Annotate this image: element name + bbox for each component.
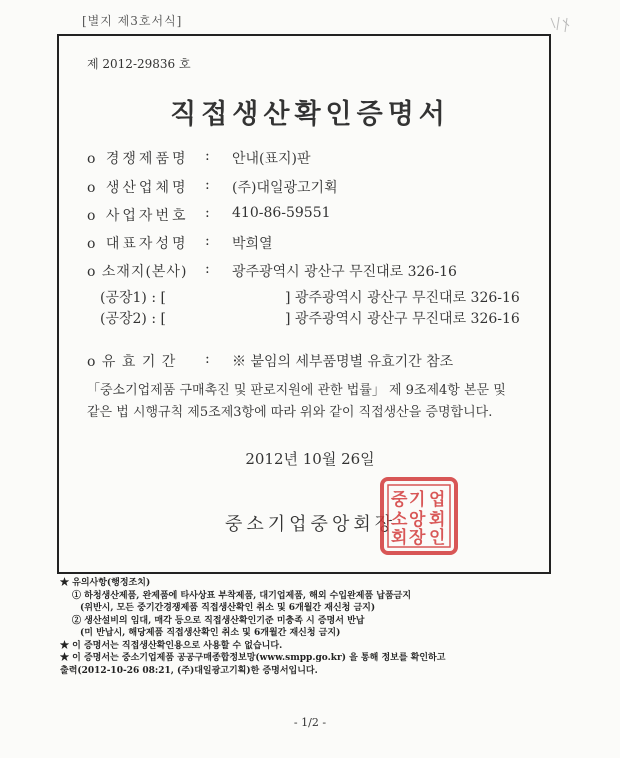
issuer-name: 중소기업중앙회장 bbox=[225, 514, 397, 535]
field-value: 박희열 bbox=[232, 236, 273, 252]
svg-text:장: 장 bbox=[409, 528, 426, 548]
notes-section bbox=[60, 577, 445, 677]
field-value: (주)대일광고기획 bbox=[232, 180, 338, 196]
field-label: ο 사업자번호 bbox=[87, 208, 189, 224]
field-value: 410-86-59551 bbox=[232, 205, 331, 221]
field-value: 안내(표지)판 bbox=[232, 151, 311, 167]
note-heading: ★ 유의사항(행정조치) bbox=[60, 578, 151, 588]
field-label: ο 경쟁제품명 bbox=[87, 151, 189, 167]
note-item: 출력(2012-10-26 08:21, (주)대일광고기획)한 증명서입니다. bbox=[60, 665, 318, 676]
document-title: 직접생산확인증명서 bbox=[170, 99, 450, 130]
field-label: ο 유 효 기 간 bbox=[87, 354, 177, 370]
field-colon: : bbox=[205, 351, 210, 367]
factory-address: ] 광주광역시 광산구 무진대로 326-16 bbox=[285, 290, 520, 306]
svg-text:업: 업 bbox=[429, 490, 446, 510]
field-colon: : bbox=[205, 261, 210, 277]
legal-line: 같은 법 시행규칙 제5조제3항에 따라 위와 같이 직접생산을 증명합니다. bbox=[87, 405, 493, 420]
svg-text:소: 소 bbox=[391, 510, 408, 530]
note-item: ★ 이 증명서는 중소기업제품 공공구매종합정보망(www.smpp.go.kr) 을 통해 정보를 확인하고 bbox=[60, 653, 446, 663]
factory-label: (공장2) : [ bbox=[100, 311, 166, 327]
field-colon: : bbox=[205, 233, 210, 249]
note-item: (미 반납시, 해당제품 직접생산확인 취소 및 6개월간 재신청 금지) bbox=[80, 628, 341, 638]
note-item: ★ 이 증명서는 직접생산확인용으로 사용할 수 없습니다. bbox=[60, 640, 283, 651]
field-label: ο 대표자성명 bbox=[87, 236, 189, 252]
legal-text bbox=[87, 380, 527, 424]
field-colon: : bbox=[205, 148, 210, 164]
field-value: 광주광역시 광산구 무진대로 326-16 bbox=[232, 264, 457, 280]
note-item: (위반시, 모든 중기간경쟁제품 직접생산확인 취소 및 6개월간 재신청 금지) bbox=[80, 603, 376, 613]
svg-text:회: 회 bbox=[429, 510, 446, 530]
svg-text:기: 기 bbox=[409, 490, 426, 510]
handwritten-mark bbox=[547, 14, 577, 36]
field-colon: : bbox=[205, 205, 210, 221]
note-item: ① 하청생산제품, 완제품에 타사상표 부착제품, 대기업제품, 해외 수입완제품 납품금지 bbox=[72, 590, 412, 601]
factory-label: (공장1) : [ bbox=[100, 290, 166, 306]
certificate-number: 제 2012-29836 호 bbox=[87, 57, 191, 71]
svg-text:회: 회 bbox=[391, 528, 408, 548]
field-label: ο 소재지(본사) bbox=[87, 264, 188, 280]
field-value: ※ 붙임의 세부품명별 유효기간 참조 bbox=[232, 354, 454, 370]
note-item: ② 생산설비의 임대, 매각 등으로 직접생산확인기준 미충족 시 증명서 반납 bbox=[72, 615, 365, 626]
legal-line: 「중소기업제품 구매촉진 및 판로지원에 관한 법률」 제 9조제4항 본문 및 bbox=[87, 383, 506, 398]
page-number: - 1/2 - bbox=[293, 716, 327, 729]
factory-address: ] 광주광역시 광산구 무진대로 326-16 bbox=[285, 311, 520, 327]
svg-text:중: 중 bbox=[391, 490, 408, 510]
svg-text:인: 인 bbox=[429, 528, 446, 548]
form-label: [별지 제3호서식] bbox=[82, 14, 183, 28]
field-label: ο 생산업체명 bbox=[87, 180, 189, 196]
official-seal-stamp bbox=[379, 476, 459, 556]
field-colon: : bbox=[205, 177, 210, 193]
svg-text:앙: 앙 bbox=[409, 510, 426, 530]
issue-date: 2012년 10월 26일 bbox=[245, 450, 375, 468]
